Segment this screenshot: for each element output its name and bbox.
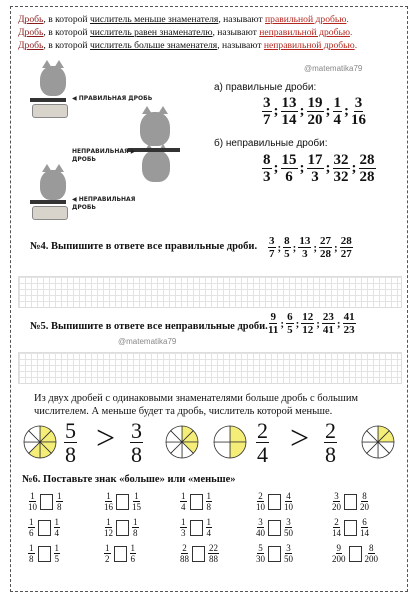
pie-two-quarters <box>212 424 248 460</box>
numerator: 23 <box>322 311 334 323</box>
denominator: 8 <box>206 502 211 512</box>
separator: ; <box>334 241 338 254</box>
answer-box[interactable] <box>116 520 129 536</box>
fraction <box>359 153 376 185</box>
separator: ; <box>299 160 305 177</box>
numerator: 12 <box>302 311 314 323</box>
denominator: 16 <box>351 112 366 128</box>
separator: ; <box>313 241 318 254</box>
denominator: 4 <box>333 112 341 128</box>
comparison-text: Из двух дробей с одинаковыми знаменателями больше дробь с большим <box>34 393 359 404</box>
comparison-item <box>104 492 141 512</box>
fraction <box>54 518 61 538</box>
rule-text: , в которой <box>43 14 90 25</box>
fraction <box>322 312 335 336</box>
answer-box[interactable] <box>38 546 51 562</box>
fraction <box>130 544 137 564</box>
fraction <box>284 518 293 538</box>
numerator: 1 <box>105 543 110 553</box>
rule-result: правильной дробью <box>265 14 347 25</box>
denominator: 8 <box>29 554 34 564</box>
denominator: 14 <box>332 528 341 538</box>
numerator: 1 <box>181 491 186 501</box>
numerator: 2 <box>258 491 263 501</box>
denominator: 20 <box>332 502 341 512</box>
comparison-text: числителем. А меньше будет та дробь, числитель которой меньше. <box>34 406 333 417</box>
denominator: 5 <box>287 324 293 336</box>
comparison-item <box>104 518 139 538</box>
numerator: 2 <box>182 543 187 553</box>
cat-icon <box>140 112 170 146</box>
numerator: 5 <box>258 543 263 553</box>
numerator: 1 <box>106 517 111 527</box>
numerator: 15 <box>281 152 297 168</box>
fraction-bar <box>30 200 66 204</box>
fraction <box>351 96 366 128</box>
denominator: 11 <box>268 324 279 336</box>
fraction <box>284 544 293 564</box>
denominator: 5 <box>54 554 59 564</box>
numerator: 4 <box>286 491 291 501</box>
denominator: 10 <box>28 502 37 512</box>
denominator: 50 <box>284 528 293 538</box>
comparison-item <box>28 544 60 564</box>
denominator: 6 <box>29 528 34 538</box>
fraction <box>281 153 298 185</box>
fraction <box>298 236 311 260</box>
denominator: 3 <box>181 528 186 538</box>
fraction <box>307 153 324 185</box>
fraction <box>360 492 369 512</box>
rule-result: неправильной дробью <box>263 40 355 51</box>
numerator: 41 <box>343 311 355 323</box>
denominator: 88 <box>209 554 218 564</box>
fraction <box>28 492 37 512</box>
denominator: 8 <box>57 502 62 512</box>
numerator: 27 <box>320 235 332 247</box>
answer-box[interactable] <box>190 520 203 536</box>
numerator: 1 <box>206 517 211 527</box>
improper-label-1: НЕПРАВИЛЬНАЯ ▶ ДРОБЬ <box>72 148 136 163</box>
denominator: 8 <box>133 528 138 538</box>
task4-label: №4. Выпишите в ответе все правильные дроби. <box>30 241 258 252</box>
fraction <box>256 492 265 512</box>
pie-five-eighths <box>22 424 58 460</box>
rule-dot: . <box>350 27 353 38</box>
fraction <box>28 518 35 538</box>
numerator: 3 <box>286 517 291 527</box>
denominator: 6 <box>130 554 135 564</box>
numerator: 6 <box>287 311 293 323</box>
answer-box[interactable] <box>40 494 53 510</box>
denominator: 5 <box>284 248 290 260</box>
fraction <box>319 236 332 260</box>
numerator: 3 <box>286 543 291 553</box>
watermark: @matematika79 <box>304 64 363 73</box>
proper-title: а) правильные дроби: <box>214 82 317 93</box>
rule-3 <box>18 40 357 53</box>
fraction <box>343 312 356 336</box>
pie-slice <box>214 426 230 442</box>
big-fraction-3-8: $\frac{3}{8}$ <box>131 417 142 467</box>
rule-condition: числитель меньше знаменателя <box>89 14 219 25</box>
rule-text: , называют <box>218 14 266 25</box>
fraction <box>180 518 187 538</box>
denominator: 28 <box>320 248 332 260</box>
answer-box[interactable] <box>192 546 205 562</box>
fraction-bar <box>30 98 66 102</box>
fraction <box>268 236 276 260</box>
improper-title: б) неправильные дроби: <box>214 138 328 149</box>
task5-fractions <box>268 312 356 336</box>
numerator: 28 <box>340 235 352 247</box>
denominator: 4 <box>54 528 59 538</box>
fraction <box>284 492 293 512</box>
separator: ; <box>280 317 285 330</box>
fraction <box>286 312 294 336</box>
fraction <box>104 544 111 564</box>
numerator: 1 <box>133 517 138 527</box>
numerator: 1 <box>106 491 111 501</box>
separator: ; <box>273 103 279 120</box>
comparison-item <box>104 544 136 564</box>
numerator: 1 <box>30 491 35 501</box>
rule-term: Дробь <box>18 14 44 25</box>
fraction <box>56 492 63 512</box>
numerator: 8 <box>284 235 290 247</box>
denominator: 7 <box>269 248 275 260</box>
numerator: 1 <box>57 491 62 501</box>
improper-label-2: ◀ НЕПРАВИЛЬНАЯ ДРОБЬ <box>72 196 136 211</box>
rule-text: , в которой <box>43 27 90 38</box>
numerator: 1 <box>206 491 211 501</box>
fraction <box>360 518 369 538</box>
fraction <box>256 544 265 564</box>
denominator: 3 <box>302 248 308 260</box>
numerator: 8 <box>369 543 374 553</box>
big-fraction-2-4: $\frac{2}{4}$ <box>257 417 268 467</box>
denominator: 200 <box>332 554 346 564</box>
denominator: 3 <box>311 169 319 185</box>
separator: ; <box>316 317 320 330</box>
fraction <box>332 544 346 564</box>
pie-three-eighths <box>164 424 200 460</box>
answer-box[interactable] <box>268 546 281 562</box>
numerator: 8 <box>362 491 367 501</box>
comparison-item <box>28 518 60 538</box>
numerator: 17 <box>307 152 323 168</box>
separator: ; <box>295 317 300 330</box>
comparison-item <box>332 544 378 564</box>
numerator: 1 <box>29 543 34 553</box>
comparison-item <box>256 492 293 512</box>
fraction-bar <box>128 148 180 152</box>
answer-box[interactable] <box>116 494 129 510</box>
big-fraction-2-8: $\frac{2}{8}$ <box>325 417 336 467</box>
rule-term: Дробь <box>18 27 44 38</box>
task4-fractions <box>268 236 353 260</box>
answer-box[interactable] <box>344 494 357 510</box>
fraction <box>104 492 113 512</box>
denominator: 27 <box>340 248 352 260</box>
numerator: 6 <box>362 517 367 527</box>
denominator: 200 <box>364 554 378 564</box>
cake-icon <box>32 206 68 220</box>
numerator: 28 <box>359 152 375 168</box>
numerator: 13 <box>299 235 311 247</box>
numerator: 1 <box>333 95 341 111</box>
comparison-item <box>332 518 369 538</box>
answer-box[interactable] <box>114 546 127 562</box>
cat-icon <box>142 150 170 182</box>
numerator: 1 <box>181 517 186 527</box>
separator: ; <box>336 317 341 330</box>
comparison-item <box>256 518 293 538</box>
fraction <box>206 492 213 512</box>
numerator: 2 <box>334 517 339 527</box>
fraction <box>28 544 35 564</box>
denominator: 20 <box>307 112 323 128</box>
denominator: 16 <box>104 502 113 512</box>
fraction <box>256 518 265 538</box>
denominator: 23 <box>343 324 355 336</box>
rule-term: Дробь <box>18 40 44 51</box>
answer-box[interactable] <box>190 494 203 510</box>
numerator: 3 <box>334 491 339 501</box>
answer-box[interactable] <box>349 546 362 562</box>
cat-icon <box>40 170 66 200</box>
fraction <box>281 96 298 128</box>
fraction <box>54 544 61 564</box>
rule-2 <box>18 27 352 40</box>
denominator: 14 <box>281 112 297 128</box>
comparison-item <box>180 518 212 538</box>
rule-1 <box>18 14 349 27</box>
denominator: 14 <box>360 528 369 538</box>
fraction <box>301 312 314 336</box>
denominator: 28 <box>359 169 375 185</box>
answer-grid-5[interactable] <box>18 352 402 384</box>
numerator: 9 <box>270 311 276 323</box>
numerator: 3 <box>269 235 275 247</box>
fraction <box>208 544 219 564</box>
watermark: @matematika79 <box>118 337 177 346</box>
rule-text: , в которой <box>43 40 90 51</box>
greater-sign: > <box>96 420 116 457</box>
pie-two-eighths <box>360 424 396 460</box>
comparison-item <box>332 492 369 512</box>
denominator: 15 <box>132 502 141 512</box>
comparison-item <box>180 492 212 512</box>
numerator: 32 <box>333 152 349 168</box>
separator: ; <box>292 241 297 254</box>
task6-label: №6. Поставьте знак «больше» или «меньше» <box>22 474 236 485</box>
denominator: 50 <box>284 554 293 564</box>
fraction <box>307 96 324 128</box>
denominator: 40 <box>256 528 265 538</box>
denominator: 32 <box>333 169 349 185</box>
fraction <box>333 153 350 185</box>
separator: ; <box>273 160 279 177</box>
numerator: 1 <box>29 517 34 527</box>
answer-grid-4[interactable] <box>18 276 402 308</box>
separator: ; <box>325 103 331 120</box>
fraction <box>340 236 353 260</box>
denominator: 88 <box>180 554 189 564</box>
denominator: 20 <box>360 502 369 512</box>
rule-condition: числитель больше знаменателя <box>89 40 218 51</box>
denominator: 3 <box>263 169 271 185</box>
fraction <box>332 518 341 538</box>
fraction <box>104 518 113 538</box>
fraction <box>132 518 139 538</box>
numerator: 13 <box>281 95 297 111</box>
rule-dot: . <box>354 40 358 51</box>
answer-box[interactable] <box>38 520 51 536</box>
denominator: 4 <box>206 528 211 538</box>
fraction <box>332 492 341 512</box>
numerator: 22 <box>209 543 218 553</box>
denominator: 2 <box>105 554 110 564</box>
fraction <box>132 492 141 512</box>
task5-label: №5. Выпишите в ответе все неправильные дроби. <box>30 321 268 332</box>
comparison-item <box>180 544 219 564</box>
fraction <box>268 312 278 336</box>
comparison-rule <box>34 392 358 418</box>
rule-result: неправильной дробью <box>259 27 350 38</box>
separator: ; <box>325 160 331 177</box>
denominator: 41 <box>322 324 334 336</box>
denominator: 12 <box>302 324 314 336</box>
denominator: 30 <box>256 554 265 564</box>
separator: ; <box>351 160 357 177</box>
fraction <box>180 544 189 564</box>
denominator: 6 <box>285 169 293 185</box>
numerator: 3 <box>263 95 271 111</box>
proper-label: ◀ ПРАВИЛЬНАЯ ДРОБЬ <box>72 95 153 102</box>
fraction <box>283 236 291 260</box>
numerator: 19 <box>307 95 323 111</box>
comparison-item <box>28 492 63 512</box>
rule-text: , называют <box>212 27 260 38</box>
comparison-item <box>256 544 293 564</box>
fraction <box>333 96 343 128</box>
rule-text: , называют <box>217 40 264 51</box>
fraction <box>262 153 272 185</box>
denominator: 7 <box>263 112 271 128</box>
rule-dot: . <box>346 14 349 25</box>
cat-icon <box>40 66 66 96</box>
answer-box[interactable] <box>268 494 281 510</box>
numerator: 1 <box>130 543 135 553</box>
cake-icon <box>32 104 68 118</box>
pie-slice <box>230 426 246 442</box>
numerator: 1 <box>54 517 59 527</box>
numerator: 1 <box>134 491 139 501</box>
numerator: 8 <box>263 152 271 168</box>
fraction <box>262 96 272 128</box>
pie-slice <box>230 442 246 458</box>
improper-fractions <box>262 153 376 185</box>
answer-box[interactable] <box>268 520 281 536</box>
separator: ; <box>344 103 349 120</box>
separator: ; <box>277 241 282 254</box>
numerator: 3 <box>258 517 263 527</box>
greater-sign: > <box>290 420 310 457</box>
denominator: 10 <box>284 502 293 512</box>
proper-fractions <box>262 96 366 128</box>
denominator: 12 <box>104 528 113 538</box>
fraction <box>365 544 379 564</box>
denominator: 10 <box>256 502 265 512</box>
fraction <box>180 492 187 512</box>
rule-condition: числитель равен знаменателю <box>89 27 213 38</box>
numerator: 3 <box>354 95 363 111</box>
numerator: 1 <box>54 543 59 553</box>
big-fraction-5-8: $\frac{5}{8}$ <box>65 417 76 467</box>
numerator: 9 <box>336 543 341 553</box>
pie-slice <box>214 442 230 458</box>
answer-box[interactable] <box>344 520 357 536</box>
fraction <box>206 518 213 538</box>
separator: ; <box>299 103 305 120</box>
denominator: 4 <box>181 502 186 512</box>
